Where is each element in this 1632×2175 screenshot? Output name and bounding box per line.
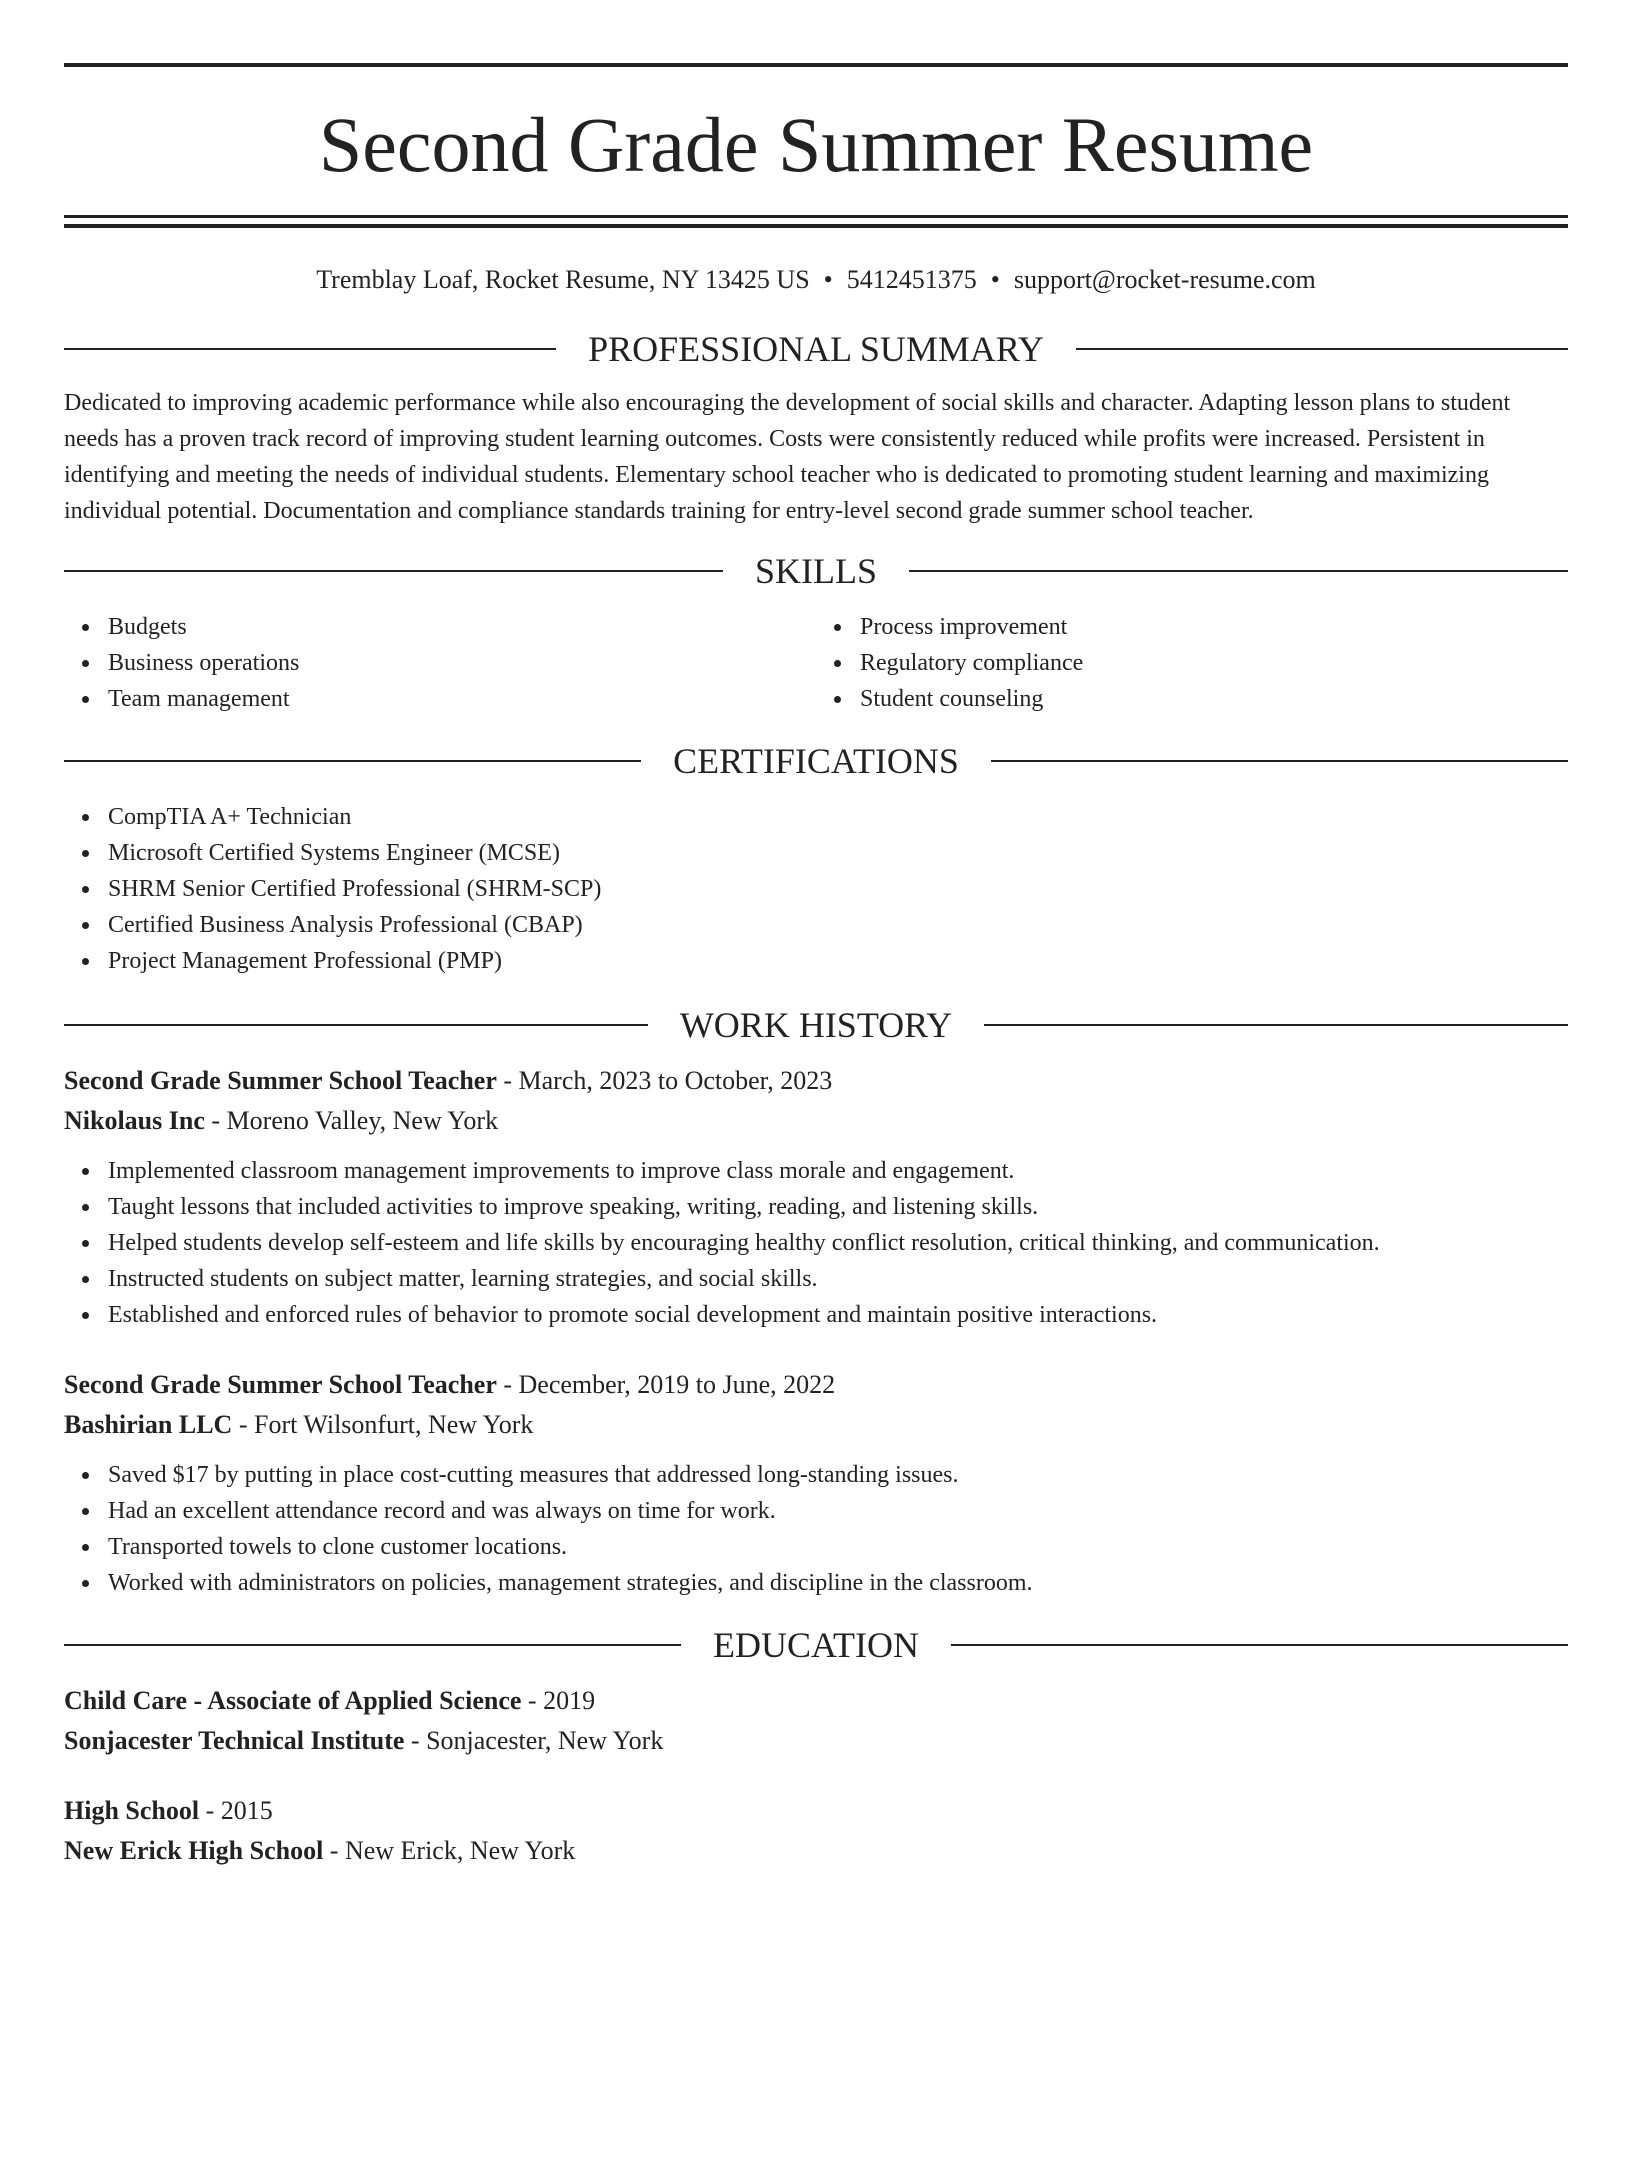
job-title: Second Grade Summer School Teacher	[64, 1370, 497, 1400]
job-bullet: Saved $17 by putting in place cost-cutting measures that addressed long-standing issues.	[108, 1457, 1568, 1493]
divider-line	[64, 1024, 648, 1026]
job-location: - Moreno Valley, New York	[204, 1106, 499, 1136]
education-degree: High School	[64, 1796, 200, 1826]
job-bullets	[64, 1153, 1568, 1333]
section-header-summary	[64, 329, 1568, 370]
section-title-work: WORK HISTORY	[679, 1005, 953, 1046]
job-bullet: Had an excellent attendance record and was always on time for work.	[108, 1493, 1568, 1529]
certifications-list	[64, 799, 1568, 979]
job-title-line	[64, 1365, 1568, 1405]
education-year: - 2015	[199, 1796, 273, 1826]
job-bullet: Transported towels to clone customer locations.	[108, 1529, 1568, 1565]
contact-line	[64, 264, 1568, 295]
divider-line	[64, 1644, 681, 1646]
education-school: Sonjacester Technical Institute	[64, 1726, 405, 1756]
skills-list	[64, 609, 1568, 717]
job-dates: - March, 2023 to October, 2023	[496, 1066, 833, 1096]
skills-column-right	[816, 609, 1568, 717]
section-header-skills	[64, 551, 1568, 592]
section-title-education: EDUCATION	[713, 1625, 919, 1666]
resume-title: Second Grade Summer Resume	[318, 101, 1314, 188]
divider-line	[984, 1024, 1568, 1026]
title-double-rule	[64, 215, 1568, 228]
job-company: Bashirian LLC	[64, 1410, 233, 1440]
job-bullet: Established and enforced rules of behavior to promote social development and maintain positive interactions.	[108, 1297, 1568, 1333]
certification-item: Microsoft Certified Systems Engineer (MCSE)	[108, 835, 1568, 871]
skill-item: Budgets	[108, 609, 816, 645]
contact-separator: •	[990, 265, 1000, 294]
certification-item: Project Management Professional (PMP)	[108, 943, 1568, 979]
skills-column-left	[64, 609, 816, 717]
job-title: Second Grade Summer School Teacher	[64, 1066, 497, 1096]
job-bullet: Implemented classroom management improvements to improve class morale and engagement.	[108, 1153, 1568, 1189]
skill-item: Regulatory compliance	[860, 645, 1568, 681]
divider-line	[64, 760, 641, 762]
skill-item: Process improvement	[860, 609, 1568, 645]
job-entry	[64, 1061, 1568, 1333]
education-location: - New Erick, New York	[323, 1836, 576, 1866]
education-degree: Child Care - Associate of Applied Science	[64, 1686, 522, 1716]
contact-address: Tremblay Loaf, Rocket Resume, NY 13425 US	[316, 265, 810, 294]
education-school-line	[64, 1831, 1568, 1871]
certification-item: CompTIA A+ Technician	[108, 799, 1568, 835]
job-location: - Fort Wilsonfurt, New York	[232, 1410, 534, 1440]
education-location: - Sonjacester, New York	[404, 1726, 664, 1756]
certification-item: SHRM Senior Certified Professional (SHRM-SCP)	[108, 871, 1568, 907]
education-school-line	[64, 1721, 1568, 1761]
certification-item: Certified Business Analysis Professional (CBAP)	[108, 907, 1568, 943]
job-entry	[64, 1365, 1568, 1601]
education-degree-line	[64, 1791, 1568, 1831]
section-header-education	[64, 1625, 1568, 1666]
skill-item: Student counseling	[860, 681, 1568, 717]
divider-line	[1076, 348, 1568, 350]
divider-line	[909, 570, 1568, 572]
education-entry	[64, 1681, 1568, 1761]
job-company-line	[64, 1101, 1568, 1141]
education-entry	[64, 1791, 1568, 1871]
divider-line	[64, 570, 723, 572]
section-title-skills: SKILLS	[755, 551, 878, 592]
contact-phone: 5412451375	[846, 265, 977, 294]
education-school: New Erick High School	[64, 1836, 324, 1866]
contact-email: support@rocket-resume.com	[1013, 265, 1316, 294]
section-header-certifications	[64, 741, 1568, 782]
contact-separator: •	[823, 265, 833, 294]
divider-line	[991, 760, 1568, 762]
section-header-work	[64, 1005, 1568, 1046]
skill-item: Business operations	[108, 645, 816, 681]
job-title-line	[64, 1061, 1568, 1101]
job-bullets	[64, 1457, 1568, 1601]
job-company: Nikolaus Inc	[64, 1106, 205, 1136]
job-dates: - December, 2019 to June, 2022	[496, 1370, 836, 1400]
education-year: - 2019	[521, 1686, 596, 1716]
section-title-summary: PROFESSIONAL SUMMARY	[588, 329, 1044, 370]
job-company-line	[64, 1405, 1568, 1445]
job-bullet: Worked with administrators on policies, management strategies, and discipline in the classroom.	[108, 1565, 1568, 1601]
job-bullet: Helped students develop self-esteem and life skills by encouraging healthy conflict resolution, critical thinking, and communication.	[108, 1225, 1568, 1261]
divider-line	[64, 348, 556, 350]
summary-paragraph: Dedicated to improving academic performance while also encouraging the development of social skills and character. Adapting lesson plans to student needs has a proven track record of improving student learning outcomes. Costs were consistently reduced while profits were increased. Persistent in identifying and meeting the needs of individual students. Elementary school teacher who is dedicated to promoting student learning and maximizing individual potential. Documentation and compliance standards training for entry-level second grade summer school teacher.	[64, 390, 1511, 525]
divider-line	[951, 1644, 1568, 1646]
resume-page	[0, 63, 1632, 2175]
section-title-certifications: CERTIFICATIONS	[673, 741, 959, 782]
skill-item: Team management	[108, 681, 816, 717]
top-rule	[64, 63, 1568, 67]
job-bullet: Taught lessons that included activities to improve speaking, writing, reading, and listening skills.	[108, 1189, 1568, 1225]
education-degree-line	[64, 1681, 1568, 1721]
job-bullet: Instructed students on subject matter, learning strategies, and social skills.	[108, 1261, 1568, 1297]
